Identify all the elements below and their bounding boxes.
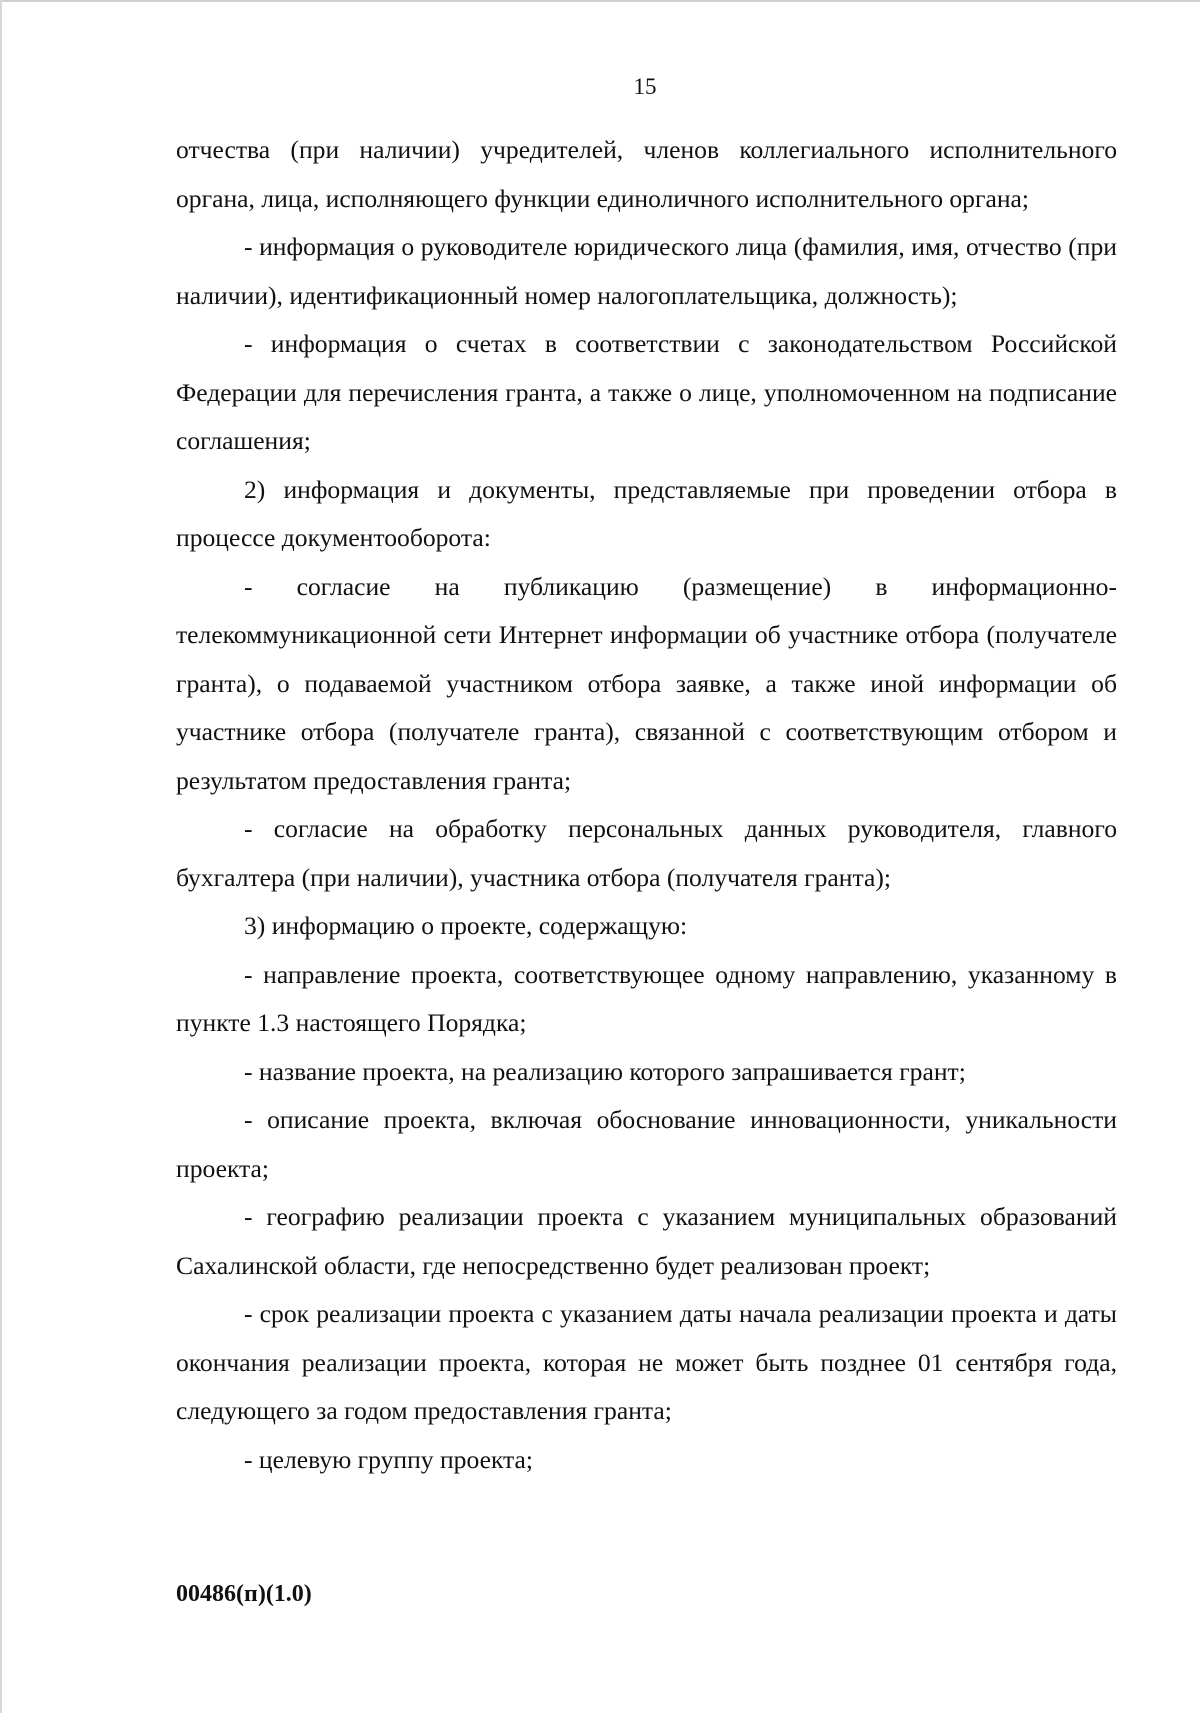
paragraph-5: - согласие на публикацию (размещение) в информационно-телекоммуникационной сети Интернет информации об участнике отбора (получателе гранта), о подаваемой участником отбора заявке, а также иной информации об участнике отбора (получателе гранта), связанной с соответствующим отбором и результатом предоставления гранта; — [176, 571, 1117, 795]
paragraph-2: - информация о руководителе юридического лица (фамилия, имя, отчество (при наличии), идентификационный номер налогоплательщика, должность); — [176, 232, 1117, 310]
paragraph-4: 2) информация и документы, представляемые при проведении отбора в процессе документооборота: — [176, 474, 1117, 552]
paragraph-13: - целевую группу проекта; — [244, 1444, 534, 1474]
page-number: 15 — [633, 74, 657, 99]
paragraph-12: - срок реализации проекта с указанием даты начала реализации проекта и даты окончания реализации проекта, которая не может быть позднее 01 сентября года, следующего за годом предоставления гранта; — [176, 1299, 1117, 1425]
paragraph-9: - название проекта, на реализацию которого запрашивается грант; — [244, 1056, 966, 1086]
paragraph-11: - географию реализации проекта с указанием муниципальных образований Сахалинской области, где непосредственно будет реализован проект; — [176, 1202, 1117, 1280]
paragraph-8: - направление проекта, соответствующее одному направлению, указанному в пункте 1.3 настоящего Порядка; — [176, 959, 1117, 1037]
scan-edge-top — [0, 0, 1200, 2]
paragraph-6: - согласие на обработку персональных данных руководителя, главного бухгалтера (при наличии), участника отбора (получателя гранта); — [176, 814, 1117, 892]
paragraph-7: 3) информацию о проекте, содержащую: — [244, 911, 688, 940]
document-body — [176, 126, 1117, 1484]
scan-edge-left — [0, 0, 2, 1713]
document-code: 00486(п)(1.0) — [176, 1581, 312, 1607]
paragraph-3: - информация о счетах в соответствии с законодательством Российской Федерации для перечисления гранта, а также о лице, уполномоченном на подписание соглашения; — [176, 329, 1117, 455]
paragraph-1: отчества (при наличии) учредителей, членов коллегиального исполнительного органа, лица, исполняющего функции единоличного исполнительного органа; — [176, 135, 1117, 213]
paragraph-10: - описание проекта, включая обоснование инновационности, уникальности проекта; — [176, 1105, 1117, 1183]
